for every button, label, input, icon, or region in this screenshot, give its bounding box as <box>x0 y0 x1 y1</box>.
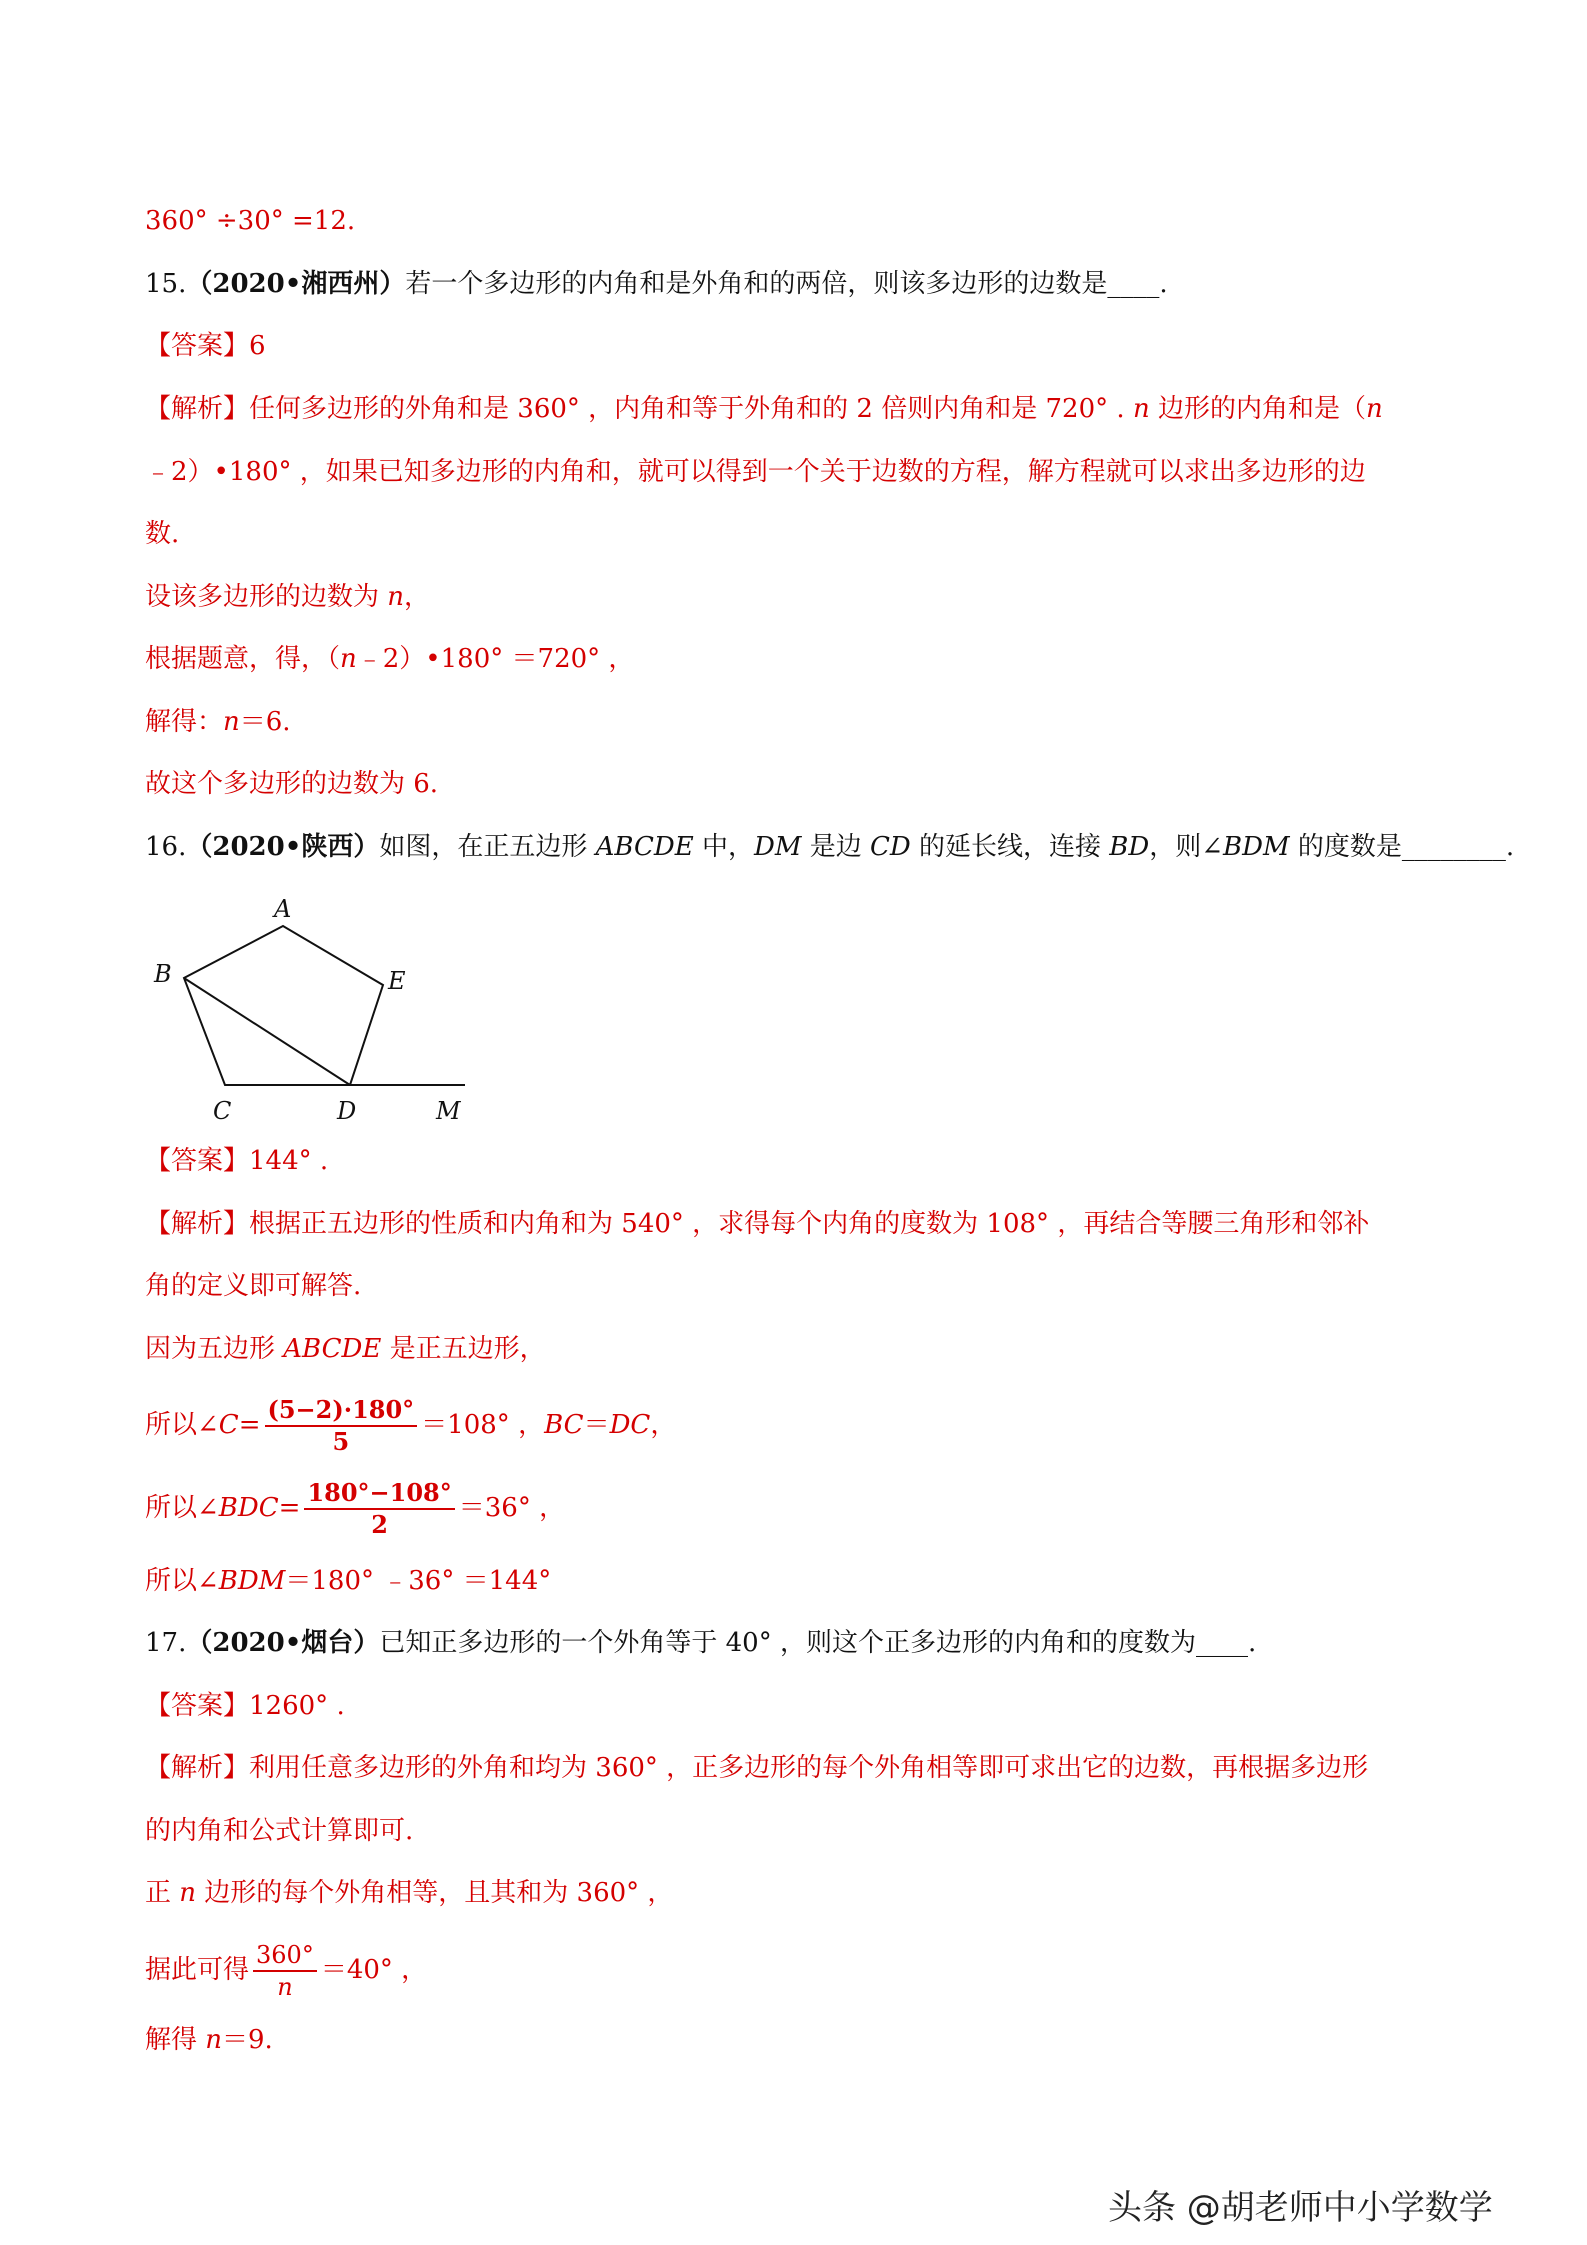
label-e: E <box>388 967 406 995</box>
label-m: M <box>436 1097 461 1125</box>
explanation-17-line: 的内角和公式计算即可. <box>145 1816 414 1846</box>
answer-16: 【答案】144° . <box>145 1146 329 1176</box>
answer-15: 【答案】6 <box>145 331 266 361</box>
explanation-15-line: 设该多边形的边数为 n， <box>145 582 431 612</box>
explanation-16-line: 所以∠BDM＝180° ﹣36° ＝144° <box>145 1566 552 1596</box>
label-d: D <box>337 1097 357 1125</box>
explanation-15-line: 【解析】任何多边形的外角和是 360° ，内角和等于外角和的 2 倍则内角和是 720° . n 边形的内角和是（n <box>145 394 1383 424</box>
explanation-16-line: 因为五边形 ABCDE 是正五边形， <box>145 1334 546 1364</box>
answer-17: 【答案】1260° . <box>145 1691 345 1721</box>
explanation-16-line: 角的定义即可解答. <box>145 1271 362 1301</box>
fraction: $\frac{180^\circ-108^\circ}{2}$ <box>304 1478 454 1540</box>
fraction: $\frac{360^\circ}{n}$ <box>253 1940 317 2002</box>
question-source: （2020•陕西） <box>186 832 380 862</box>
pentagon-abcde <box>184 926 383 1085</box>
question-source: （2020•湘西州） <box>186 269 406 299</box>
explanation-15-line: 解得：n＝6. <box>145 707 291 737</box>
segment-bd <box>184 978 350 1085</box>
explanation-17-line: 【解析】利用任意多边形的外角和均为 360° ，正多边形的每个外角相等即可求出它的边数，再根据多边形 <box>145 1753 1369 1783</box>
explanation-15-line: 数. <box>145 519 180 549</box>
watermark: 头条 @胡老师中小学数学 <box>1108 2188 1493 2228</box>
explanation-16-line: 所以∠BDC= $\frac{180^\circ-108^\circ}{2}$ ＝36° ， <box>145 1478 566 1539</box>
explanation-17-line: 据此可得 $\frac{360^\circ}{n}$ ＝40° ， <box>145 1941 428 2001</box>
label-a: A <box>274 895 292 923</box>
question-source: （2020•烟台） <box>186 1628 380 1658</box>
explanation-16-line: 【解析】根据正五边形的性质和内角和为 540° ，求得每个内角的度数为 108° ，再结合等腰三角形和邻补 <box>145 1209 1370 1239</box>
question-17: 17.（2020•烟台）已知正多边形的一个外角等于 40° ，则这个正多边形的内角和的度数为____. <box>145 1628 1257 1658</box>
explanation-16-line: 所以∠C= $\frac{(5-2)\cdot 180^\circ}{5}$ ＝108° ，BC＝DC， <box>145 1395 677 1456</box>
explanation-15-line: ﹣2）•180° ，如果已知多边形的内角和，就可以得到一个关于边数的方程，解方程就可以求出多边形的边 <box>145 457 1366 487</box>
explanation-15-line: 根据题意，得，（n﹣2）•180° ＝720° ， <box>145 644 635 674</box>
fraction: $\frac{(5-2)\cdot 180^\circ}{5}$ <box>265 1395 418 1457</box>
question-15: 15.（2020•湘西州）若一个多边形的内角和是外角和的两倍，则该多边形的边数是____. <box>145 269 1168 299</box>
label-b: B <box>154 960 172 988</box>
label-c: C <box>213 1097 232 1125</box>
question-16: 16.（2020•陕西）如图，在正五边形 ABCDE 中，DM 是边 CD 的延长线，连接 BD，则∠BDM 的度数是________. <box>145 832 1515 862</box>
explanation-17-line: 解得 n＝9. <box>145 2025 273 2055</box>
solution-line: 360° ÷30° =12. <box>145 206 356 236</box>
explanation-17-line: 正 n 边形的每个外角相等，且其和为 360° ， <box>145 1878 674 1908</box>
explanation-15-line: 故这个多边形的边数为 6. <box>145 769 439 799</box>
pentagon-figure <box>140 890 480 1130</box>
